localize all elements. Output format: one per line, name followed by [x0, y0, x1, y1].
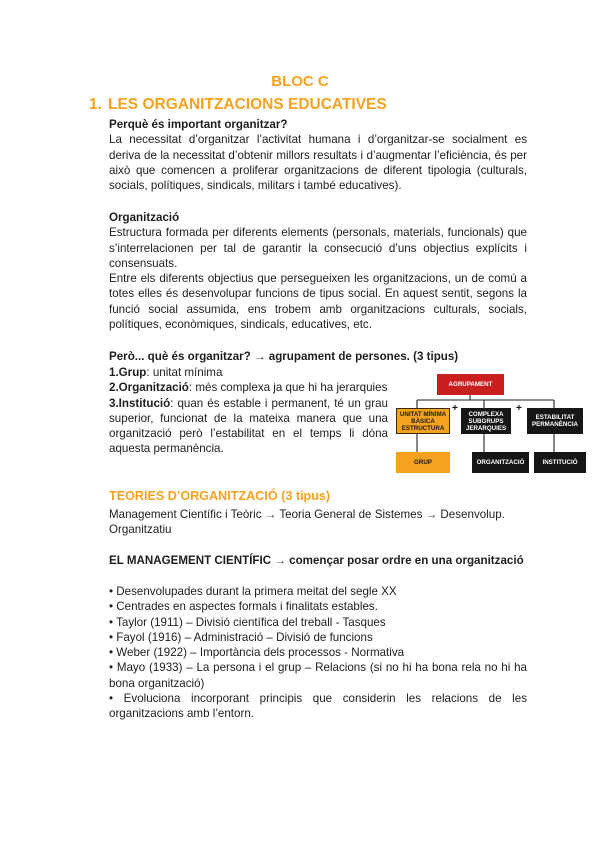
list-item: • Weber (1922) – Importància dels processos - Normativa [109, 646, 405, 660]
organitzacio-body-2: Entre els diferents objectius que persegueixen les organitzacions, un de comú a totes elles és desenvolupar funcions de tipus social. En aquest sentit, segons la funció social assumida, ens trobem amb organitzacions culturals, socials, polítiques, econòmiques, sindicals, educatives, etc. [109, 272, 527, 332]
organitzacio-section [109, 210, 527, 332]
list-item: • Taylor (1911) – Divisió científica del treball - Tasques [109, 615, 386, 629]
type-grup [109, 365, 388, 380]
diagram-bottom-grup: GRUP [396, 452, 450, 473]
diagram-bottom-institucio: INSTITUCIÓ [534, 452, 586, 473]
list-item: • Desenvolupades durant la primera meitat del segle XX [109, 585, 397, 598]
type-inst-text: : quan és estable i permanent, té un grau superior, funcionat de la mateixa manera que una organització però l’estabilitat en el temps li dóna aquesta permanència. [109, 396, 388, 456]
diagram-col3-box: ESTABILITAT PERMANÈNCIA [527, 408, 583, 434]
teories-heading: TEORIES D’ORGANITZACIÓ (3 tipus) [109, 489, 331, 503]
list-item: • Mayo (1933) – La persona i el grup – Relacions (si no hi ha bona rela no hi ha bona organització) [109, 661, 527, 690]
diagram-col1-box: UNITAT MÍNIMA BÀSICA ESTRUCTURA [396, 408, 450, 434]
section-number: 1. [89, 96, 102, 113]
organitzar-types [109, 365, 388, 457]
list-item: • Centrades en aspectes formals i finalitats estables. [109, 600, 378, 614]
management-bullets [109, 584, 527, 722]
teories-body: Management Científic i Teòric → Teoria General de Sistemes → Desenvolup. Organitzatiu [109, 508, 505, 537]
bloc-title: BLOC C [271, 73, 329, 90]
why-body: La necessitat d’organitzar l’activitat humana i d’organitzar-se socialment es deriva de la necessitat d’obtenir millors resultats i d’augmentar l’eficiència, és per això que comencen a proliferar organitzacions de diferent tipologia (culturals, socials, polítiques, sindicals, militars i també educatives). [109, 133, 527, 193]
diagram-col2-box: COMPLEXA SUBGRUPS JERARQUIES [461, 408, 511, 434]
type-organitzacio [109, 380, 388, 395]
why-section [109, 117, 527, 193]
type-org-text: : més complexa ja que hi ha jerarquies [188, 381, 388, 395]
management-heading: EL MANAGEMENT CIENTÍFIC → començar posar ordre en una organització [109, 554, 524, 567]
why-heading: Perquè és important organitzar? [109, 118, 288, 131]
diagram-bottom-organitzacio: ORGANITZACIÓ [472, 452, 529, 473]
list-item: • Evoluciona incorporant principis que considerin les relacions de les organitzacions amb l’entorn. [109, 692, 527, 721]
type-grup-label: 1.Grup [109, 366, 147, 379]
diagram-top-box: AGRUPAMENT [437, 374, 504, 395]
agrupament-diagram [394, 372, 590, 476]
list-item: • Fayol (1916) – Administració – Divisió de funcions [109, 630, 373, 644]
section-title [89, 96, 387, 114]
diagram-plus-2: + [516, 403, 522, 414]
type-inst-label: 3.Institució [109, 396, 171, 410]
diagram-plus-1: + [452, 403, 458, 414]
organitzar-heading: Però... què és organitzar? → agrupament de persones. (3 tipus) [109, 350, 459, 363]
type-institucio [109, 396, 388, 457]
type-grup-text: : unitat mínima [146, 366, 223, 379]
type-org-label: 2.Organització [109, 381, 189, 395]
organitzacio-heading: Organització [109, 211, 180, 224]
section-title-text: LES ORGANITZACIONS EDUCATIVES [108, 96, 387, 113]
organitzacio-body-1: Estructura formada per diferents elements (personals, materials, funcionals) que s’interrelacionen per tal de garantir la consecució d’uns objectius explícits i consensuats. [109, 226, 527, 270]
